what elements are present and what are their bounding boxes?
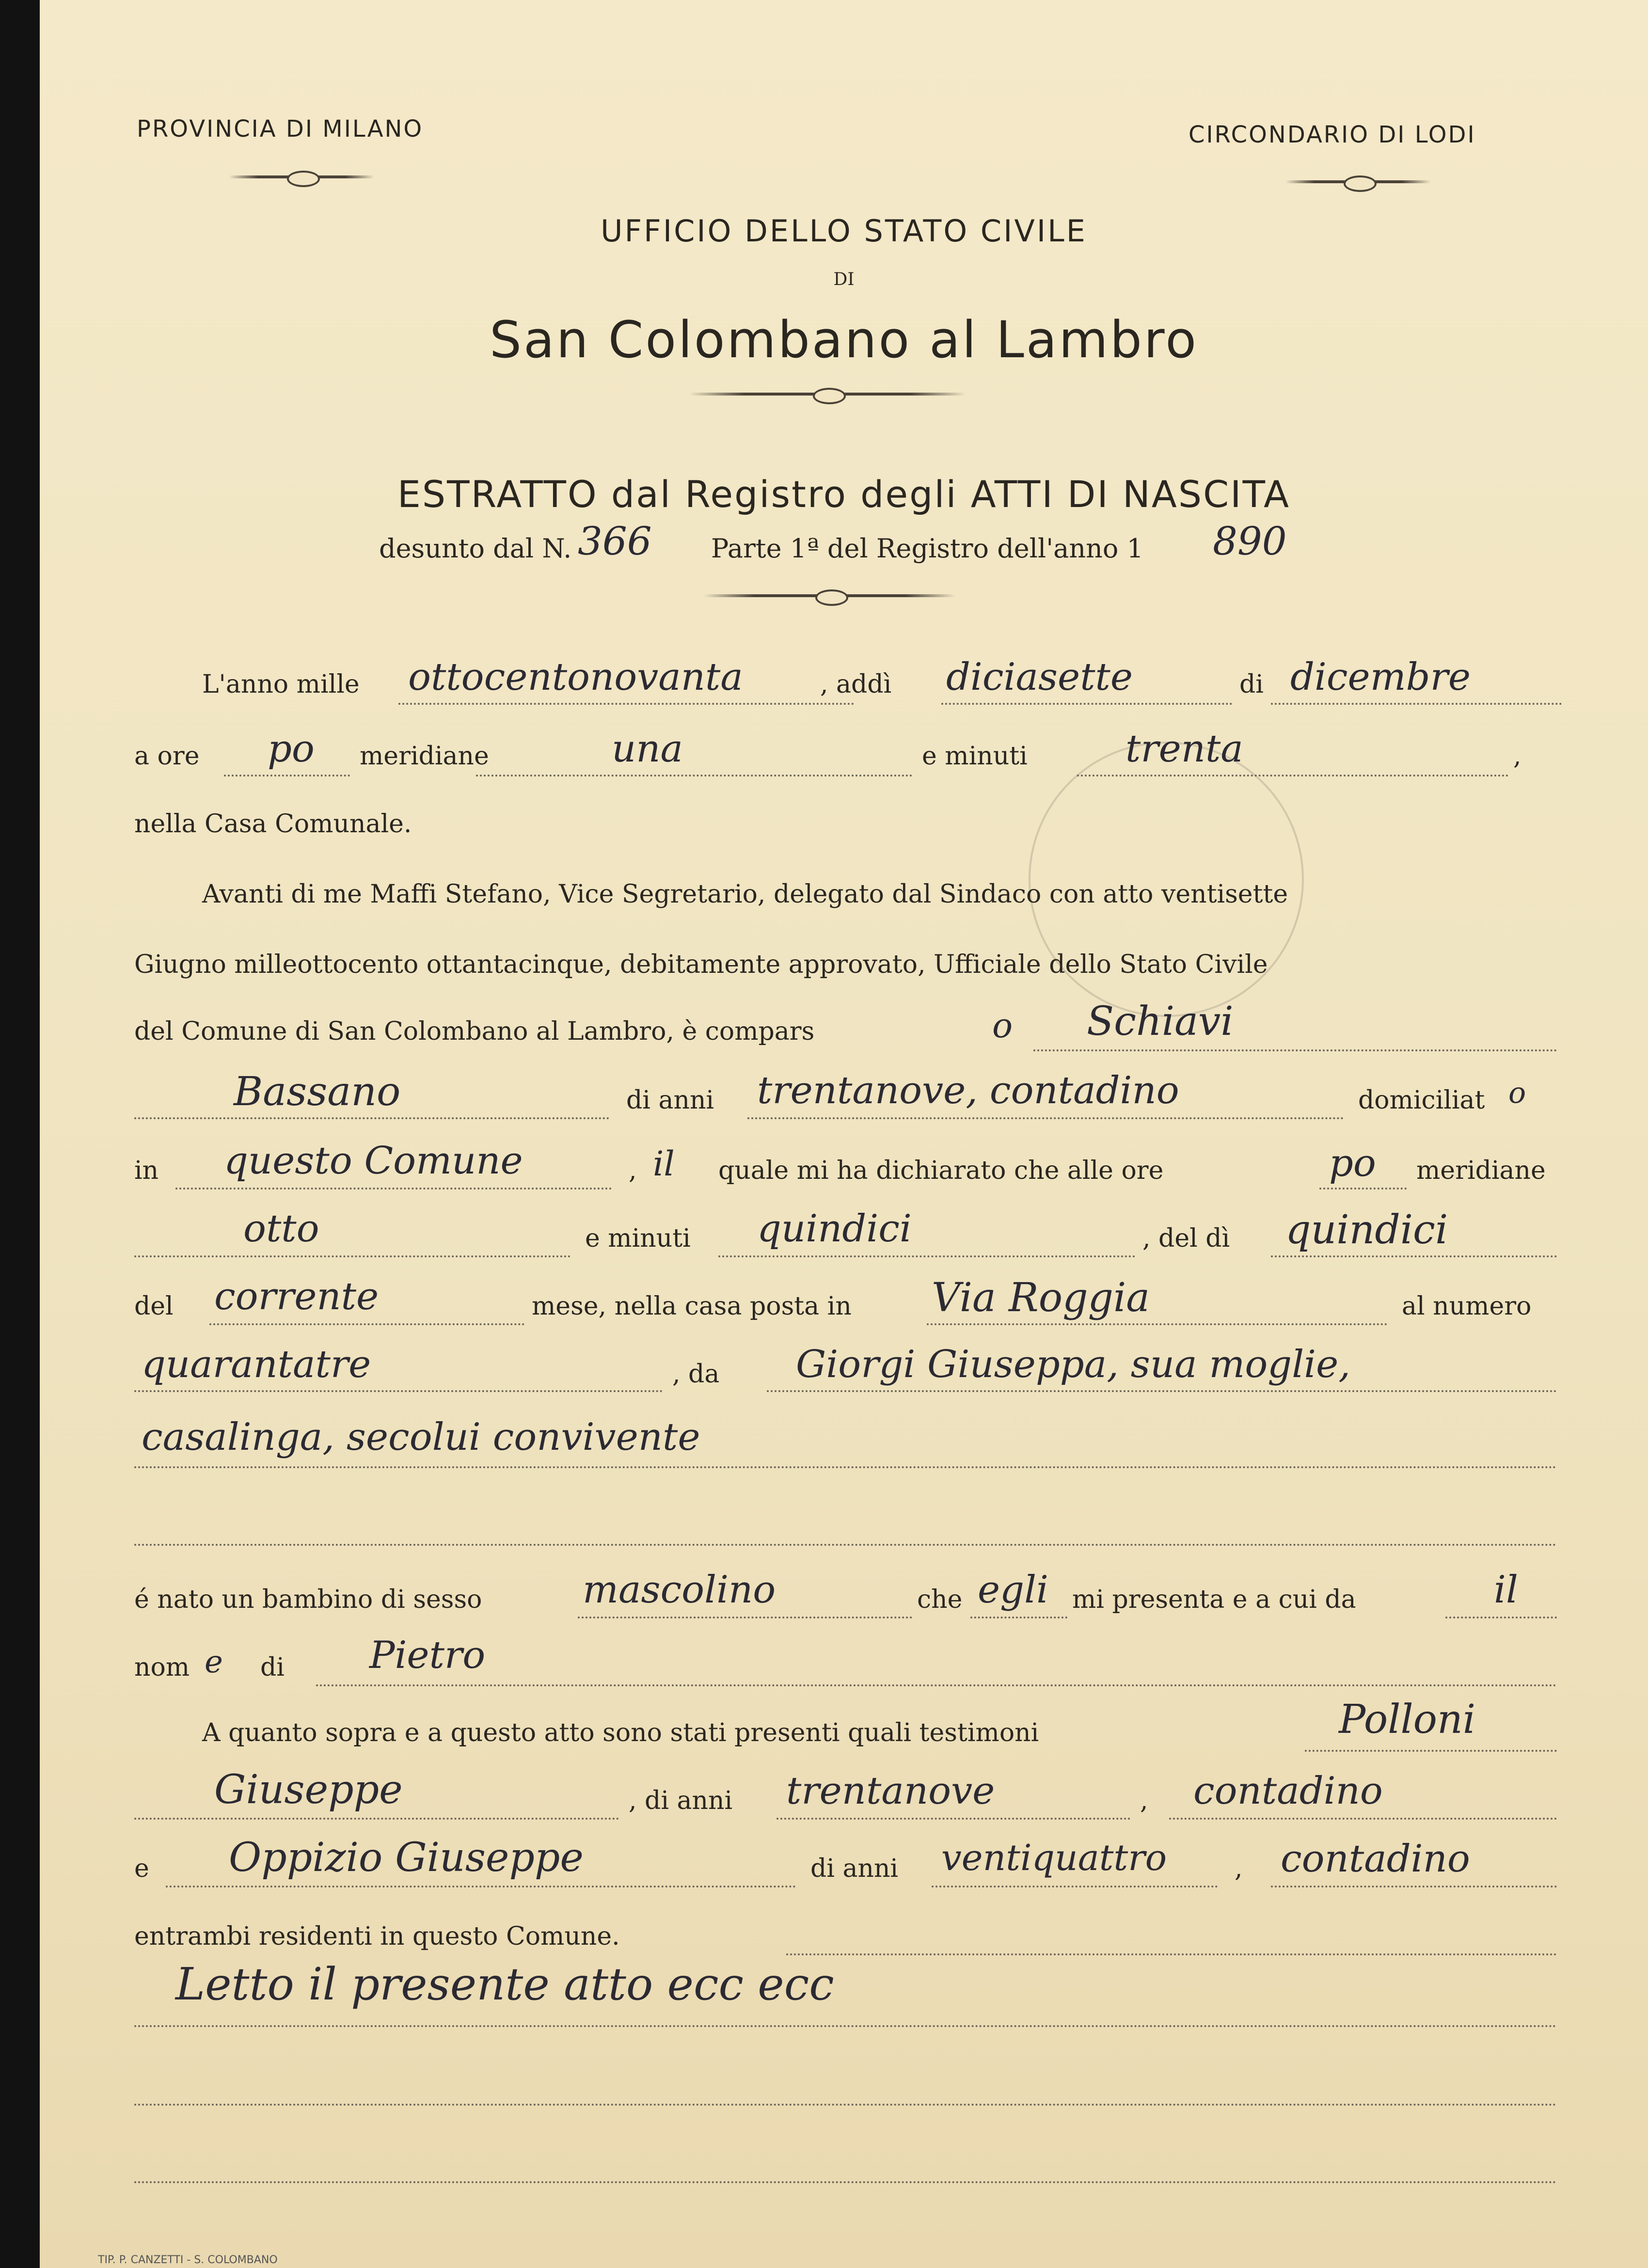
field-witness1-surname: Polloni xyxy=(1339,1697,1476,1743)
field-father-name: Bassano xyxy=(234,1069,401,1115)
text-casa-comunale: nella Casa Comunale. xyxy=(134,809,412,839)
dotline xyxy=(1271,1255,1557,1257)
text-comma: , xyxy=(629,1156,637,1185)
dotline xyxy=(316,1684,1557,1686)
field-witness2-name: Oppizio Giuseppe xyxy=(229,1835,584,1881)
town-name: San Colombano al Lambro xyxy=(490,310,1198,369)
text-nome: nom xyxy=(134,1653,190,1682)
field-witness2-job: contadino xyxy=(1281,1837,1470,1881)
register-number: 366 xyxy=(578,519,652,564)
field-presenter: egli xyxy=(978,1568,1048,1612)
text-addi: , addì xyxy=(820,670,892,699)
field-minutes: trenta xyxy=(1125,727,1243,771)
office-di: DI xyxy=(833,270,855,289)
field-month: dicembre xyxy=(1290,655,1471,699)
text-testimoni: A quanto sopra e a questo atto sono stati presenti quali testimoni xyxy=(202,1718,1039,1747)
text-a-ore: a ore xyxy=(134,742,200,771)
text-di-anni: di anni xyxy=(810,1854,899,1883)
field-birth-minutes: quindici xyxy=(757,1207,912,1251)
dotline xyxy=(747,1117,1344,1119)
printer-imprint: TIP. P. CANZETTI - S. COLOMBANO xyxy=(98,2254,278,2266)
text-che: che xyxy=(917,1585,963,1614)
dotline xyxy=(1271,1886,1557,1887)
text-e: e xyxy=(134,1854,149,1883)
field-witness1-name: Giuseppe xyxy=(214,1767,403,1813)
dotline xyxy=(134,2025,1557,2027)
dotline xyxy=(932,1886,1218,1887)
text-giugno: Giugno milleottocento ottantacinque, debitamente approvato, Ufficiale dello Stato Civile xyxy=(134,950,1268,979)
text-di: di xyxy=(260,1653,285,1682)
text-comparso: del Comune di San Colombano al Lambro, è compars xyxy=(134,1017,815,1046)
field-day: diciasette xyxy=(946,655,1133,699)
dotline xyxy=(476,775,912,777)
dotline xyxy=(718,1255,1135,1257)
field-month-ref: corrente xyxy=(214,1275,379,1318)
ornament-left xyxy=(229,175,374,178)
field-witness2-age: ventiquattro xyxy=(941,1837,1167,1879)
field-hour: una xyxy=(612,727,683,771)
field-il: il xyxy=(653,1144,675,1184)
text-comma: , xyxy=(1140,1786,1148,1815)
dotline xyxy=(175,1188,612,1190)
field-birth-hour: otto xyxy=(243,1207,319,1251)
text-domiciliato: domiciliat xyxy=(1358,1086,1485,1115)
dotline xyxy=(134,1390,663,1392)
dotline xyxy=(941,703,1232,705)
dotline xyxy=(134,1466,1557,1468)
dotline xyxy=(1033,1049,1557,1051)
register-number-label: desunto dal N. xyxy=(379,533,572,564)
dotline xyxy=(1305,1750,1557,1752)
province-label: PROVINCIA DI MILANO xyxy=(137,115,424,143)
text-del-di: , del dì xyxy=(1142,1224,1230,1253)
text-al-numero: al numero xyxy=(1402,1292,1532,1321)
field-sex: mascolino xyxy=(583,1568,776,1612)
office-title: UFFICIO DELLO STATO CIVILE xyxy=(601,213,1087,249)
text-nato: é nato un bambino di sesso xyxy=(134,1585,482,1614)
text-di-anni: di anni xyxy=(626,1086,714,1115)
dotline xyxy=(970,1617,1067,1618)
dotline xyxy=(786,1953,1557,1955)
field-house-number: quarantatre xyxy=(142,1343,371,1386)
field-mother-info: casalinga, secolui convivente xyxy=(142,1415,700,1459)
dotline xyxy=(398,703,854,705)
text-avanti: Avanti di me Maffi Stefano, Vice Segretario, delegato dal Sindaco con atto ventisette xyxy=(202,880,1288,909)
binding-edge xyxy=(0,0,40,2268)
ornament-right xyxy=(1285,180,1431,183)
text-e-minuti: e minuti xyxy=(922,742,1028,771)
ornament-title xyxy=(704,594,956,597)
register-year-label: Parte 1ª del Registro dell'anno 1 xyxy=(711,533,1143,564)
dotline xyxy=(767,1390,1557,1392)
dotline xyxy=(134,1255,570,1257)
text-da: , da xyxy=(672,1360,720,1389)
dotline xyxy=(1319,1188,1407,1190)
dotline xyxy=(134,1544,1557,1546)
field-witness1-age: trentanove xyxy=(786,1769,995,1813)
field-birth-time-prefix: po xyxy=(1329,1142,1376,1185)
dotline xyxy=(1169,1818,1557,1820)
field-mother: Giorgi Giuseppa, sua moglie, xyxy=(796,1343,1351,1386)
field-child-name: Pietro xyxy=(369,1634,486,1677)
field-domiciliato-suffix: o xyxy=(1508,1076,1526,1110)
field-comparso-suffix: o xyxy=(992,1006,1013,1046)
text-comma: , xyxy=(1513,742,1521,771)
text-del: del xyxy=(134,1292,174,1321)
ornament-center xyxy=(689,393,966,396)
field-father-age-job: trentanove, contadino xyxy=(757,1069,1179,1112)
dotline xyxy=(1445,1617,1557,1618)
field-closing-note: Letto il presente atto ecc ecc xyxy=(175,1958,834,2010)
field-domicile: questo Comune xyxy=(224,1139,523,1183)
document-page xyxy=(40,0,1648,2268)
dotline xyxy=(134,1117,609,1119)
text-meridiane: meridiane xyxy=(360,742,489,771)
text-dichiarato: quale mi ha dichiarato che alle ore xyxy=(718,1156,1164,1185)
field-father-surname: Schiavi xyxy=(1087,999,1234,1045)
text-comma: , xyxy=(1235,1854,1243,1883)
text-presenta: mi presenta e a cui da xyxy=(1072,1585,1356,1614)
field-year-words: ottocentonovanta xyxy=(408,655,743,699)
dotline xyxy=(927,1323,1387,1325)
field-article: il xyxy=(1494,1568,1518,1612)
text-casa-posta: mese, nella casa posta in xyxy=(532,1292,852,1321)
text-meridiane: meridiane xyxy=(1416,1156,1546,1185)
document-title: ESTRATTO dal Registro degli ATTI DI NASCITA xyxy=(397,473,1291,516)
field-time-prefix: po xyxy=(268,727,315,771)
text-anno: L'anno mille xyxy=(202,670,360,699)
dotline xyxy=(776,1818,1130,1820)
dotline xyxy=(1077,775,1508,777)
dotline xyxy=(134,2104,1557,2106)
dotline xyxy=(578,1617,912,1618)
dotline xyxy=(209,1323,524,1325)
text-e-minuti: e minuti xyxy=(585,1224,691,1253)
dotline xyxy=(1271,703,1562,705)
field-nome-suffix: e xyxy=(205,1644,223,1680)
dotline xyxy=(224,775,350,777)
field-birth-day: quindici xyxy=(1285,1207,1448,1253)
field-witness1-job: contadino xyxy=(1193,1769,1383,1813)
text-in: in xyxy=(134,1156,159,1185)
dotline xyxy=(134,2181,1557,2183)
dotline xyxy=(166,1886,796,1887)
district-label: CIRCONDARIO DI LODI xyxy=(1188,121,1476,148)
text-di: di xyxy=(1239,670,1264,699)
text-di-anni: , di anni xyxy=(629,1786,733,1815)
field-street: Via Roggia xyxy=(932,1275,1150,1321)
text-residenti: entrambi residenti in questo Comune. xyxy=(134,1922,620,1951)
dotline xyxy=(134,1818,619,1820)
register-year: 890 xyxy=(1213,519,1287,564)
